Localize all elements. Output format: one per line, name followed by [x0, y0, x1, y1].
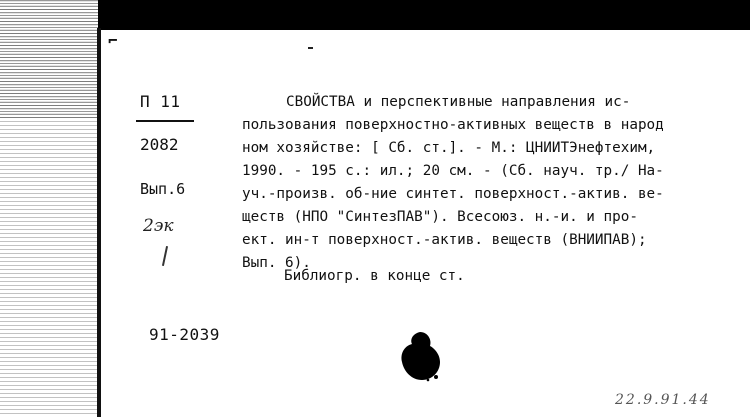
- scanner-margin-shadow: [0, 0, 98, 120]
- shelf-mark-rule: [136, 120, 194, 122]
- handwritten-tick: [162, 246, 168, 266]
- description-line: 1990. - 195 с.: ил.; 20 см. - (Сб. науч. тр./ На-: [242, 163, 664, 179]
- card-number: 91-2039: [149, 325, 220, 344]
- shelf-mark: П 11: [140, 92, 181, 111]
- accession-number: 2082: [140, 135, 179, 154]
- card-left-edge: [97, 28, 101, 417]
- volume-label: Вып.6: [140, 180, 186, 198]
- scan-top-border: [98, 0, 750, 30]
- bibliography-note: Библиогр. в конце ст.: [284, 268, 465, 284]
- corner-mark: ⌐: [108, 31, 118, 50]
- description-line: ном хозяйстве: [ Сб. ст.]. - М.: ЦНИИТЭнефтехим,: [242, 140, 656, 156]
- ink-blot: [398, 330, 444, 382]
- description-line: Вып. 6).: [242, 255, 311, 271]
- description-line: пользования поверхностно-активных веществ в народ: [242, 117, 664, 133]
- dash-mark: [308, 47, 313, 49]
- description-line: СВОЙСТВА и перспективные направления ис-: [286, 94, 631, 110]
- description-line: уч.-произв. об-ние синтет. поверхност.-актив. ве-: [242, 186, 664, 202]
- date-stamp: 22.9.91.44: [615, 392, 711, 408]
- description-line: ществ (НПО "СинтезПАВ"). Всесоюз. н.-и. и про-: [242, 209, 638, 225]
- catalog-description: [242, 91, 724, 275]
- description-line: ект. ин-т поверхност.-актив. веществ (ВНИИПАВ);: [242, 232, 647, 248]
- handwritten-copies-note: 2эк: [143, 216, 174, 236]
